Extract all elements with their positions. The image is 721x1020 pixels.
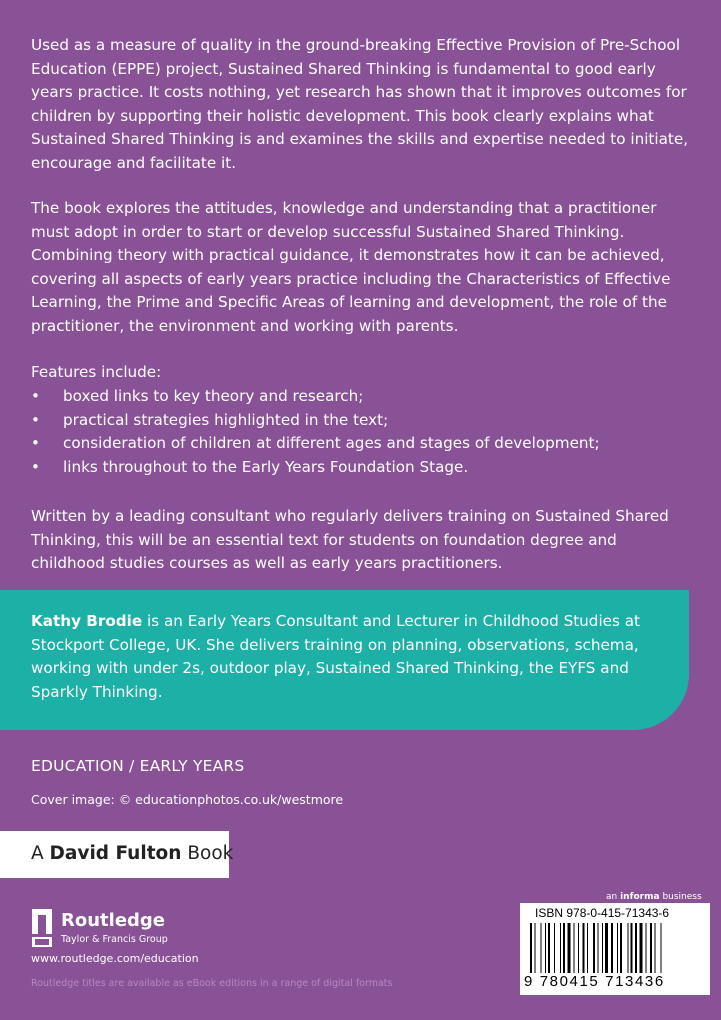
barcode-bar bbox=[563, 923, 565, 973]
description-paragraph-3: Written by a leading consultant who regularly delivers training on Sustained Shared Thinking, this will be an essential text for students on foundation degree and childhood studies courses as well as early years practitioners. bbox=[31, 507, 669, 573]
ebook-note: Routledge titles are available as eBook editions in a range of digital formats bbox=[31, 978, 393, 989]
barcode-bar bbox=[587, 923, 588, 973]
bullet-icon: • bbox=[31, 387, 40, 405]
barcode-bar bbox=[631, 923, 633, 973]
feature-text: links throughout to the Early Years Foundation Stage. bbox=[63, 457, 469, 476]
barcode-bar bbox=[640, 923, 643, 973]
barcode-bar bbox=[548, 923, 550, 973]
bullet-icon: • bbox=[31, 434, 40, 453]
routledge-logo-icon bbox=[31, 908, 53, 948]
feature-item bbox=[31, 385, 691, 409]
barcode-icon bbox=[530, 923, 700, 973]
barcode-bar bbox=[620, 923, 622, 973]
feature-text: consideration of children at different ages and stages of development; bbox=[63, 434, 600, 453]
cover-image-credit: Cover image: © educationphotos.co.uk/westmore bbox=[31, 792, 344, 807]
barcode-bar bbox=[530, 923, 532, 973]
author-bio bbox=[31, 610, 681, 704]
barcode-box bbox=[520, 903, 710, 995]
imprint-prefix: A bbox=[31, 843, 50, 864]
barcode-bar bbox=[541, 923, 542, 973]
barcode-bar bbox=[574, 923, 575, 973]
feature-item bbox=[31, 456, 691, 480]
barcode-bar bbox=[661, 923, 662, 973]
barcode-bar bbox=[617, 923, 618, 973]
barcode-bar bbox=[535, 923, 536, 973]
barcode-bar bbox=[655, 923, 656, 973]
feature-item bbox=[31, 432, 691, 456]
barcode-bar bbox=[578, 923, 579, 973]
publisher-name: Routledge bbox=[61, 910, 166, 931]
barcode-bar bbox=[568, 923, 571, 973]
barcode-bar bbox=[646, 923, 647, 973]
barcode-bar bbox=[628, 923, 629, 973]
features-heading: Features include: bbox=[31, 363, 162, 381]
author-bio-text: is an Early Years Consultant and Lecturer in Childhood Studies at Stockport College, UK. She delivers training on planning, observations, schema, working with under 2s, outdoor play, Sustained Shared Thinking, the EYFS and Sparkly Thinking. bbox=[31, 612, 641, 701]
barcode-bar bbox=[605, 923, 608, 973]
bullet-icon: • bbox=[31, 410, 40, 429]
barcode-bar bbox=[545, 923, 546, 973]
isbn-label: ISBN 978-0-415-71343-6 bbox=[535, 906, 670, 920]
barcode-bar bbox=[602, 923, 603, 973]
feature-text: boxed links to key theory and research; bbox=[63, 387, 364, 405]
bullet-icon: • bbox=[31, 457, 40, 476]
features-list bbox=[31, 385, 691, 479]
imprint-box bbox=[0, 831, 234, 878]
barcode-bar bbox=[650, 923, 652, 973]
barcode-bar bbox=[554, 923, 555, 973]
barcode-digits: 9 780415 713436 bbox=[524, 973, 665, 990]
barcode-bar bbox=[560, 923, 561, 973]
informa-suffix: business bbox=[659, 892, 702, 902]
informa-business-label bbox=[606, 892, 702, 902]
imprint-name: David Fulton bbox=[49, 843, 182, 864]
description-paragraph-1: Used as a measure of quality in the ground-breaking Effective Provision of Pre-School Education (EPPE) project, Sustained Shared Thinking is fundamental to good early years practice. It costs nothing, yet research has shown that it improves outcomes for children by supporting their holistic development. This book clearly explains what Sustained Shared Thinking is and examines the skills and expertise needed to initiate, encourage and facilitate it. bbox=[31, 36, 689, 172]
publisher-url[interactable]: www.routledge.com/education bbox=[31, 952, 199, 965]
feature-item bbox=[31, 409, 691, 433]
publisher-group: Taylor & Francis Group bbox=[61, 934, 168, 945]
barcode-bar bbox=[635, 923, 637, 973]
barcode-bar bbox=[598, 923, 599, 973]
imprint-suffix: Book bbox=[181, 843, 234, 864]
barcode-bar bbox=[593, 923, 595, 973]
description-paragraph-2: The book explores the attitudes, knowledge and understanding that a practitioner must adopt in order to start or develop successful Sustained Shared Thinking. Combining theory with practical guidance, it demonstrates how it can be achieved, covering all aspects of early years practice including the Characteristics of Effective Learning, the Prime and Specific Areas of learning and development, the role of the practitioner, the environment and working with parents. bbox=[31, 199, 671, 335]
informa-name: informa bbox=[620, 892, 660, 902]
informa-prefix: an bbox=[606, 892, 621, 902]
author-bio-box bbox=[0, 590, 689, 730]
feature-text: practical strategies highlighted in the text; bbox=[63, 410, 389, 429]
barcode-bar bbox=[611, 923, 613, 973]
barcode-bar bbox=[583, 923, 585, 973]
imprint-label bbox=[31, 843, 233, 864]
subject-category: EDUCATION / EARLY YEARS bbox=[31, 757, 245, 775]
author-name: Kathy Brodie bbox=[31, 612, 143, 630]
